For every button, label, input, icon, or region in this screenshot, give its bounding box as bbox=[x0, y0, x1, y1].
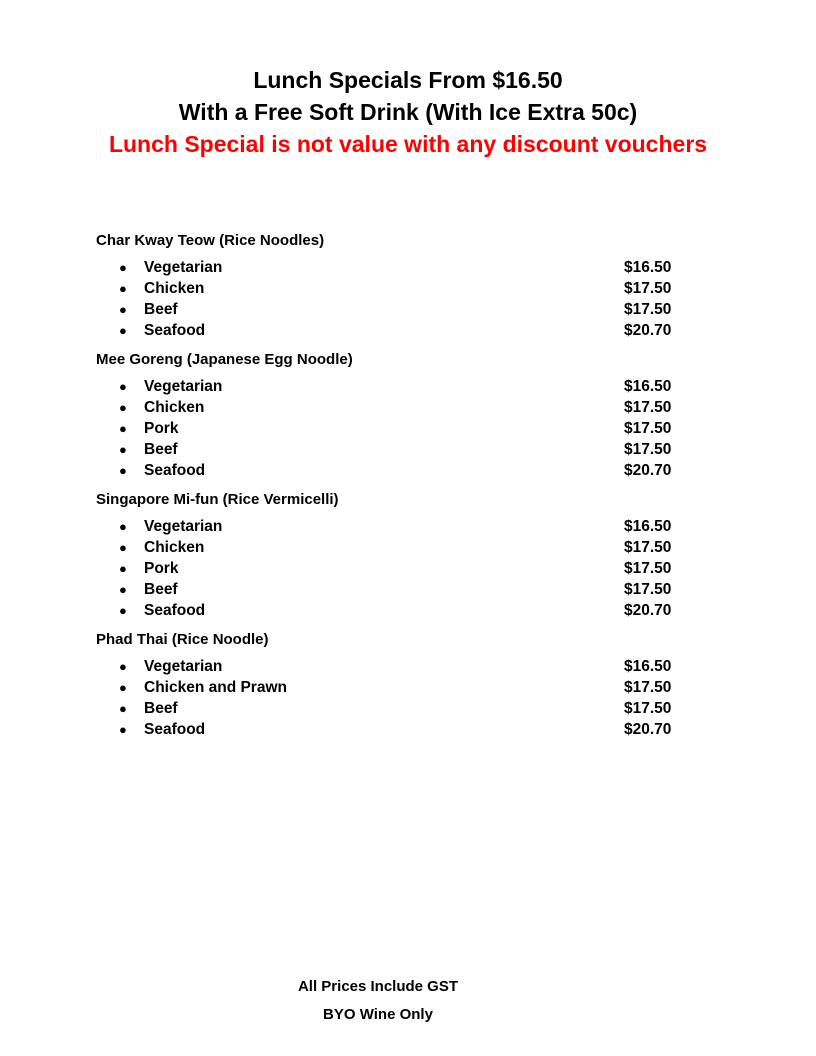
bullet-icon: ● bbox=[119, 463, 127, 478]
menu-item bbox=[96, 600, 676, 621]
item-name: Vegetarian bbox=[144, 658, 223, 675]
voucher-warning: Lunch Special is not value with any discount vouchers bbox=[108, 131, 708, 157]
item-name: Chicken bbox=[144, 280, 205, 297]
menu-section-char-kway-teow bbox=[96, 229, 676, 341]
item-name: Beef bbox=[144, 700, 178, 717]
bullet-icon: ● bbox=[119, 302, 127, 317]
item-price: $17.50 bbox=[624, 441, 672, 458]
menu-item bbox=[96, 460, 676, 481]
item-name: Seafood bbox=[144, 721, 206, 738]
menu bbox=[96, 229, 676, 747]
item-name: Beef bbox=[144, 581, 178, 598]
page-title: Lunch Specials From $16.50 bbox=[253, 67, 563, 93]
item-name: Chicken and Prawn bbox=[144, 679, 287, 696]
item-name: Seafood bbox=[144, 462, 206, 479]
bullet-icon: ● bbox=[119, 400, 127, 415]
item-price: $17.50 bbox=[624, 581, 672, 598]
item-price: $16.50 bbox=[624, 378, 672, 395]
section-title: Mee Goreng (Japanese Egg Noodle) bbox=[96, 351, 353, 368]
item-price: $17.50 bbox=[624, 420, 672, 437]
bullet-icon: ● bbox=[119, 680, 127, 695]
item-name: Vegetarian bbox=[144, 378, 223, 395]
item-name: Beef bbox=[144, 441, 178, 458]
bullet-icon: ● bbox=[119, 442, 127, 457]
gst-note: All Prices Include GST bbox=[297, 978, 459, 995]
byo-note: BYO Wine Only bbox=[323, 1006, 433, 1023]
item-price: $17.50 bbox=[624, 539, 672, 556]
menu-item bbox=[96, 656, 676, 677]
section-title: Singapore Mi-fun (Rice Vermicelli) bbox=[96, 491, 339, 508]
section-title: Char Kway Teow (Rice Noodles) bbox=[96, 232, 325, 249]
menu-section-singapore-mi-fun bbox=[96, 488, 676, 621]
item-name: Pork bbox=[144, 420, 179, 437]
bullet-icon: ● bbox=[119, 722, 127, 737]
item-name: Pork bbox=[144, 560, 179, 577]
item-price: $20.70 bbox=[624, 322, 672, 339]
menu-item bbox=[96, 397, 676, 418]
item-price: $20.70 bbox=[624, 721, 672, 738]
item-name: Vegetarian bbox=[144, 259, 223, 276]
item-price: $16.50 bbox=[624, 259, 672, 276]
bullet-icon: ● bbox=[119, 323, 127, 338]
menu-section-phad-thai bbox=[96, 628, 676, 740]
bullet-icon: ● bbox=[119, 379, 127, 394]
bullet-icon: ● bbox=[119, 659, 127, 674]
menu-item bbox=[96, 698, 676, 719]
item-price: $17.50 bbox=[624, 280, 672, 297]
item-name: Beef bbox=[144, 301, 178, 318]
section-title: Phad Thai (Rice Noodle) bbox=[96, 631, 269, 648]
menu-item bbox=[96, 579, 676, 600]
menu-item bbox=[96, 278, 676, 299]
item-name: Chicken bbox=[144, 399, 205, 416]
menu-item bbox=[96, 439, 676, 460]
menu-item bbox=[96, 299, 676, 320]
item-name: Seafood bbox=[144, 602, 206, 619]
item-name: Chicken bbox=[144, 539, 205, 556]
item-price: $20.70 bbox=[624, 602, 672, 619]
menu-item bbox=[96, 257, 676, 278]
bullet-icon: ● bbox=[119, 561, 127, 576]
item-price: $17.50 bbox=[624, 700, 672, 717]
menu-item bbox=[96, 376, 676, 397]
header bbox=[0, 64, 816, 160]
item-price: $17.50 bbox=[624, 679, 672, 696]
page-subtitle: With a Free Soft Drink (With Ice Extra 50c) bbox=[178, 99, 638, 125]
menu-item bbox=[96, 677, 676, 698]
item-price: $17.50 bbox=[624, 399, 672, 416]
menu-section-mee-goreng bbox=[96, 348, 676, 481]
item-name: Seafood bbox=[144, 322, 206, 339]
bullet-icon: ● bbox=[119, 603, 127, 618]
item-price: $17.50 bbox=[624, 560, 672, 577]
bullet-icon: ● bbox=[119, 421, 127, 436]
menu-item bbox=[96, 418, 676, 439]
menu-item bbox=[96, 320, 676, 341]
bullet-icon: ● bbox=[119, 519, 127, 534]
menu-item bbox=[96, 537, 676, 558]
item-price: $16.50 bbox=[624, 518, 672, 535]
item-price: $20.70 bbox=[624, 462, 672, 479]
bullet-icon: ● bbox=[119, 582, 127, 597]
bullet-icon: ● bbox=[119, 260, 127, 275]
bullet-icon: ● bbox=[119, 281, 127, 296]
item-name: Vegetarian bbox=[144, 518, 223, 535]
menu-item bbox=[96, 516, 676, 537]
menu-item bbox=[96, 558, 676, 579]
bullet-icon: ● bbox=[119, 540, 127, 555]
bullet-icon: ● bbox=[119, 701, 127, 716]
item-price: $16.50 bbox=[624, 658, 672, 675]
item-price: $17.50 bbox=[624, 301, 672, 318]
menu-item bbox=[96, 719, 676, 740]
